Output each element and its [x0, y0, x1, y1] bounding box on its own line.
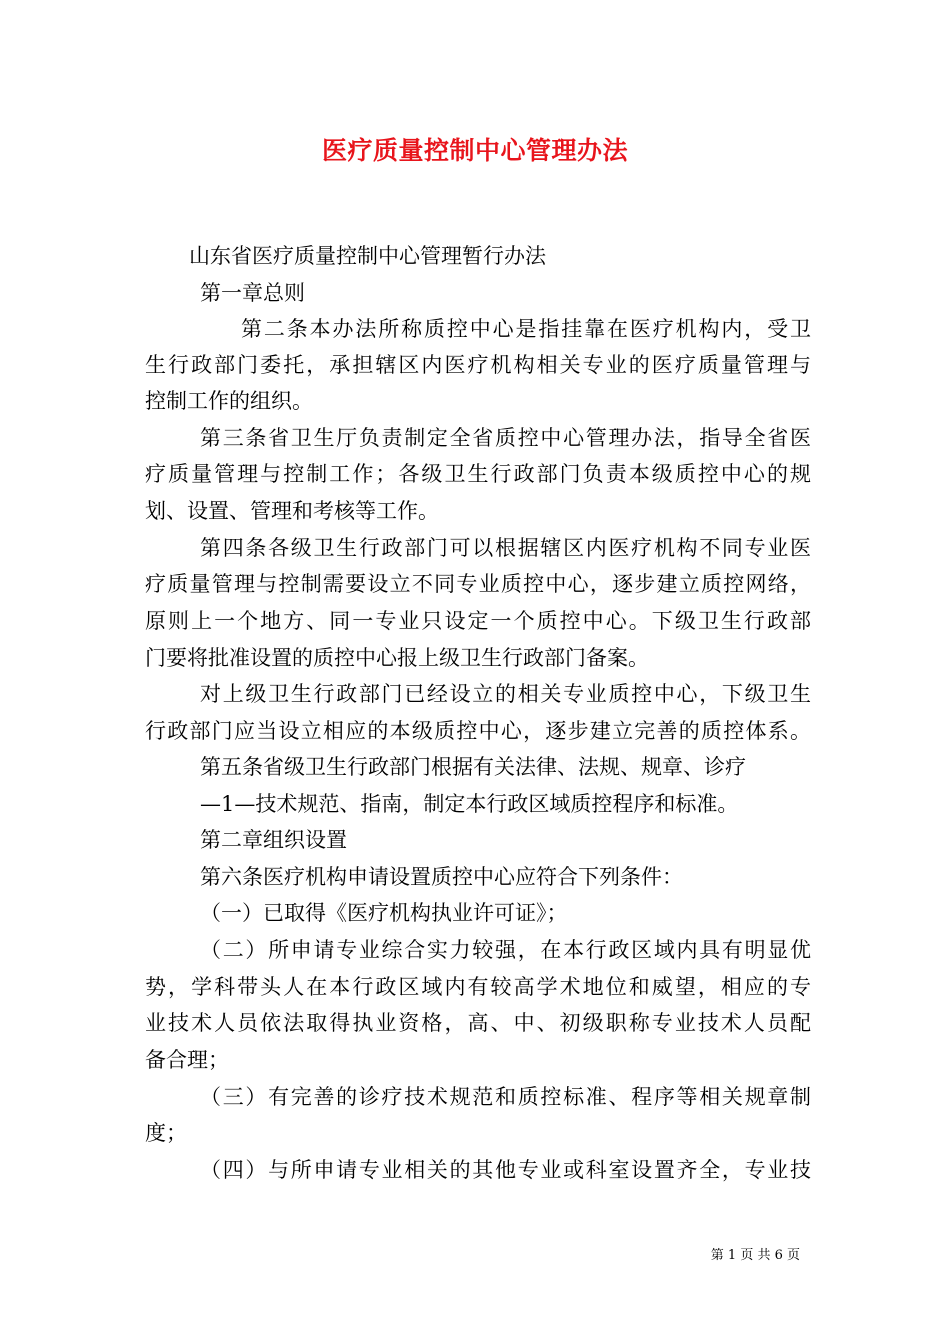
text-line: 疗质量管理与控制需要设立不同专业质控中心，逐步建立质控网络， [145, 572, 811, 596]
text-line: （三）有完善的诊疗技术规范和质控标准、程序等相关规章制 [200, 1085, 811, 1109]
text-line: 疗质量管理与控制工作；各级卫生行政部门负责本级质控中心的规 [145, 462, 811, 486]
text-line: （二）所申请专业综合实力较强，在本行政区域内具有明显优 [200, 938, 811, 962]
text-line: 备合理； [145, 1048, 229, 1072]
text-line: 势，学科带头人在本行政区域内有较高学术地位和威望，相应的专 [145, 975, 811, 999]
text-line: （一）已取得《医疗机构执业许可证》； [200, 901, 568, 925]
text-line: 行政部门应当设立相应的本级质控中心，逐步建立完善的质控体系。 [145, 719, 811, 743]
text-line: 划、设置、管理和考核等工作。 [145, 499, 439, 523]
text-line: 门要将批准设置的质控中心报上级卫生行政部门备案。 [145, 646, 649, 670]
document-title: 医疗质量控制中心管理办法 [321, 136, 628, 165]
text-line: 第三条省卫生厅负责制定全省质控中心管理办法，指导全省医 [200, 426, 811, 450]
page-number: 第 1 页 共 6 页 [710, 1248, 800, 1263]
text-line: 第五条省级卫生行政部门根据有关法律、法规、规章、诊疗 [200, 755, 746, 779]
text-line: 原则上一个地方、同一专业只设定一个质控中心。下级卫生行政部 [145, 609, 811, 633]
chapter-heading: 第二章组织设置 [200, 828, 347, 852]
chapter-heading: 第一章总则 [200, 281, 305, 305]
text-line: 对上级卫生行政部门已经设立的相关专业质控中心，下级卫生 [200, 682, 811, 706]
text-line: 业技术人员依法取得执业资格，高、中、初级职称专业技术人员配 [145, 1011, 811, 1035]
text-line: 第二条本办法所称质控中心是指挂靠在医疗机构内，受卫 [241, 317, 811, 341]
text-line: 度； [145, 1121, 187, 1145]
text-line: 第六条医疗机构申请设置质控中心应符合下列条件： [200, 865, 683, 889]
text-line: 山东省医疗质量控制中心管理暂行办法 [189, 244, 546, 268]
text-line: 控制工作的组织。 [145, 389, 313, 413]
text-line: （四）与所申请专业相关的其他专业或科室设置齐全，专业技 [200, 1158, 811, 1182]
text-line: 第四条各级卫生行政部门可以根据辖区内医疗机构不同专业医 [200, 536, 811, 560]
text-line: —1—技术规范、指南，制定本行政区域质控程序和标准。 [200, 792, 739, 816]
text-line: 生行政部门委托，承担辖区内医疗机构相关专业的医疗质量管理与 [145, 353, 811, 377]
